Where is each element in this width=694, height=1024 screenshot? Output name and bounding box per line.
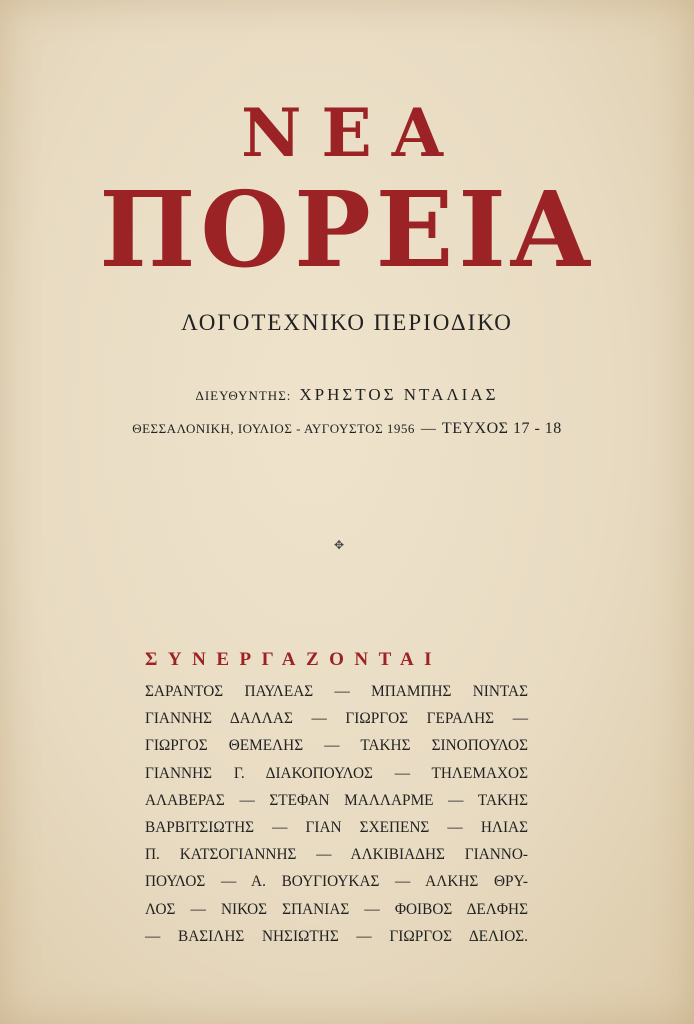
issue-line [0, 420, 694, 438]
ornament-icon: ✥ [334, 538, 345, 552]
contributor-line: ΠΟΥΛΟΣ — Α. ΒΟΥΓΙΟΥΚΑΣ — ΑΛΚΗΣ ΘΡΥ- [145, 873, 528, 891]
contributors-list [145, 678, 528, 950]
title-line-2: ΠΟΡΕΙΑ [99, 168, 595, 291]
issue-number: ΤΕΥΧΟΣ 17 - 18 [441, 420, 562, 437]
contributor-line: — ΒΑΣΙΛΗΣ ΝΗΣΙΩΤΗΣ — ΓΙΩΡΓΟΣ ΔΕΛΙΟΣ. [145, 927, 528, 945]
director-line [0, 385, 694, 405]
contributor-line: ΣΑΡΑΝΤΟΣ ΠΑΥΛΕΑΣ — ΜΠΑΜΠΗΣ ΝΙΝΤΑΣ [145, 683, 528, 700]
contributor-line: ΓΙΑΝΝΗΣ Γ. ΔΙΑΚΟΠΟΥΛΟΣ — ΤΗΛΕΜΑΧΟΣ [145, 764, 528, 782]
contributor-line: ΛΟΣ — ΝΙΚΟΣ ΣΠΑΝΙΑΣ — ΦΟΙΒΟΣ ΔΕΛΦΗΣ [145, 900, 528, 918]
director-label: ΔΙΕΥΘΥΝΤΗΣ: [195, 388, 292, 403]
contributor-line: ΓΙΩΡΓΟΣ ΘΕΜΕΛΗΣ — ΤΑΚΗΣ ΣΙΝΟΠΟΥΛΟΣ [145, 737, 528, 755]
contributors-heading: ΣΥΝΕΡΓΑΖΟΝΤΑΙ [145, 649, 443, 670]
director-name: ΧΡΗΣΤΟΣ ΝΤΑΛΙΑΣ [299, 385, 499, 404]
issue-dash: — [420, 421, 436, 437]
contributor-line: ΓΙΑΝΝΗΣ ΔΑΛΛΑΣ — ΓΙΩΡΓΟΣ ΓΕΡΑΛΗΣ — [145, 710, 528, 728]
contributor-line: ΒΑΡΒΙΤΣΙΩΤΗΣ — ΓΙΑΝ ΣΧΕΠΕΝΣ — ΗΛΙΑΣ [145, 818, 528, 836]
issue-place-date: ΘΕΣΣΑΛΟΝΙΚΗ, ΙΟΥΛΙΟΣ - ΑΥΓΟΥΣΤΟΣ 1956 [132, 421, 415, 436]
contributor-line: ΑΛΑΒΕΡΑΣ — ΣΤΕΦΑΝ ΜΑΛΛΑΡΜΕ — ΤΑΚΗΣ [145, 791, 528, 809]
title-line-1: ΝΕΑ [241, 94, 463, 172]
subtitle: ΛΟΓΟΤΕΧΝΙΚΟ ΠΕΡΙΟΔΙΚΟ [181, 310, 513, 335]
contributor-line: Π. ΚΑΤΣΟΓΙΑΝΝΗΣ — ΑΛΚΙΒΙΑΔΗΣ ΓΙΑΝΝΟ- [145, 846, 528, 864]
